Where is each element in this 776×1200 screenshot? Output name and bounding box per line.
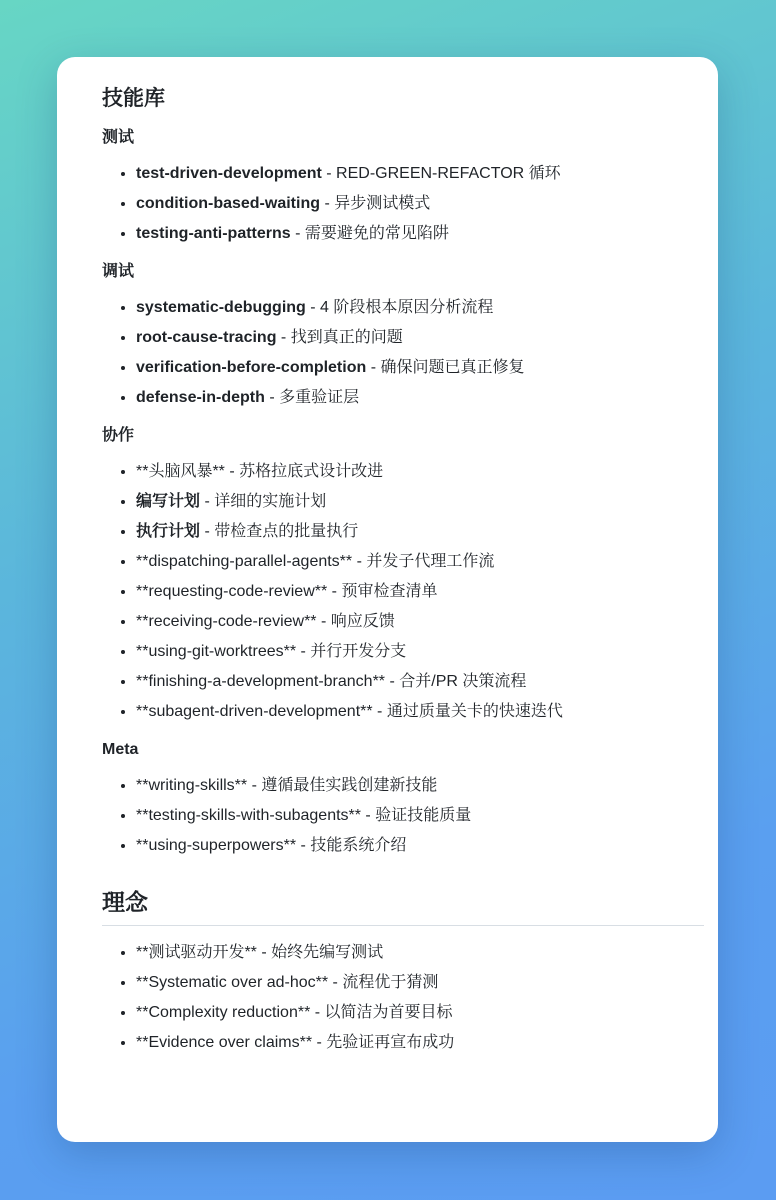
skill-desc: - 合并/PR 决策流程 <box>385 673 527 690</box>
list-item <box>136 998 704 1028</box>
list-item <box>136 457 704 487</box>
skill-name: 编写计划 <box>136 493 201 510</box>
principle-name: **测试驱动开发** <box>136 944 257 961</box>
list-item <box>136 831 704 861</box>
skill-desc: - RED-GREEN-REFACTOR 循环 <box>321 165 561 182</box>
skill-list-testing <box>102 159 704 249</box>
list-item <box>136 293 704 323</box>
list-item <box>136 697 704 727</box>
list-item <box>136 189 704 219</box>
skill-name: **subagent-driven-development** <box>136 703 373 720</box>
skill-desc: - 并发子代理工作流 <box>352 553 495 570</box>
list-item <box>136 159 704 189</box>
skill-desc: - 预审检查清单 <box>327 583 438 600</box>
section-heading-testing: 测试 <box>102 129 135 146</box>
list-item <box>136 487 704 517</box>
section-heading-collaboration: 协作 <box>102 427 135 444</box>
skill-desc: - 验证技能质量 <box>360 807 472 824</box>
list-item <box>136 771 704 801</box>
skill-name: **requesting-code-review** <box>136 583 328 600</box>
philosophy-list <box>102 938 704 1058</box>
list-item <box>136 547 704 577</box>
list-item <box>136 938 704 968</box>
list-item <box>136 323 704 353</box>
skill-name: defense-in-depth <box>136 389 265 406</box>
skill-desc: - 异步测试模式 <box>320 195 431 212</box>
skill-list-collaboration <box>102 457 704 727</box>
principle-name: **Complexity reduction** <box>136 1004 311 1021</box>
skill-name: verification-before-completion <box>136 359 367 376</box>
section-heading-debugging: 调试 <box>102 263 135 280</box>
principle-desc: - 以简洁为首要目标 <box>310 1004 453 1021</box>
principle-name: **Systematic over ad-hoc** <box>136 974 329 991</box>
skill-list-debugging <box>102 293 704 413</box>
skill-desc: - 4 阶段根本原因分析流程 <box>305 299 494 316</box>
skill-desc: - 找到真正的问题 <box>276 329 403 346</box>
philosophy-heading: 理念 <box>102 887 704 926</box>
list-item <box>136 637 704 667</box>
skill-list-meta <box>102 771 704 861</box>
list-item <box>136 1028 704 1058</box>
skill-name: **receiving-code-review** <box>136 613 317 630</box>
skill-name: condition-based-waiting <box>136 195 320 212</box>
skill-desc: - 苏格拉底式设计改进 <box>224 463 384 480</box>
skill-name: **testing-skills-with-subagents** <box>136 807 361 824</box>
list-item <box>136 607 704 637</box>
skill-name: **finishing-a-development-branch** <box>136 673 386 690</box>
principle-name: **Evidence over claims** <box>136 1034 313 1051</box>
skill-desc: - 通过质量关卡的快速迭代 <box>372 703 563 720</box>
principle-desc: - 先验证再宣布成功 <box>312 1034 455 1051</box>
page-title: 技能库 <box>102 87 165 110</box>
skill-desc: - 详细的实施计划 <box>200 493 327 510</box>
skill-name: 执行计划 <box>136 523 201 540</box>
skill-desc: - 需要避免的常见陷阱 <box>290 225 449 242</box>
skill-name: root-cause-tracing <box>136 329 277 346</box>
list-item <box>136 801 704 831</box>
list-item <box>136 383 704 413</box>
skill-name: **dispatching-parallel-agents** <box>136 553 353 570</box>
list-item <box>136 968 704 998</box>
skill-name: test-driven-development <box>136 165 322 182</box>
document-card <box>57 57 718 1142</box>
skill-name: **using-git-worktrees** <box>136 643 297 660</box>
list-item <box>136 667 704 697</box>
skill-desc: - 响应反馈 <box>316 613 395 630</box>
list-item <box>136 577 704 607</box>
list-item <box>136 219 704 249</box>
skill-name: **头脑风暴** <box>136 463 225 480</box>
skill-desc: - 带检查点的批量执行 <box>200 523 359 540</box>
skill-name: **using-superpowers** <box>136 837 297 854</box>
skill-name: testing-anti-patterns <box>136 225 291 242</box>
skill-desc: - 技能系统介绍 <box>296 837 407 854</box>
skill-desc: - 遵循最佳实践创建新技能 <box>247 777 438 794</box>
skill-desc: - 确保问题已真正修复 <box>366 359 525 376</box>
skill-name: **writing-skills** <box>136 777 248 794</box>
skill-name: systematic-debugging <box>136 299 306 316</box>
skill-desc: - 多重验证层 <box>264 389 360 406</box>
skill-desc: - 并行开发分支 <box>296 643 407 660</box>
section-heading-meta: Meta <box>102 741 139 758</box>
list-item <box>136 353 704 383</box>
list-item <box>136 517 704 547</box>
principle-desc: - 始终先编写测试 <box>256 944 384 961</box>
principle-desc: - 流程优于猜测 <box>328 974 439 991</box>
